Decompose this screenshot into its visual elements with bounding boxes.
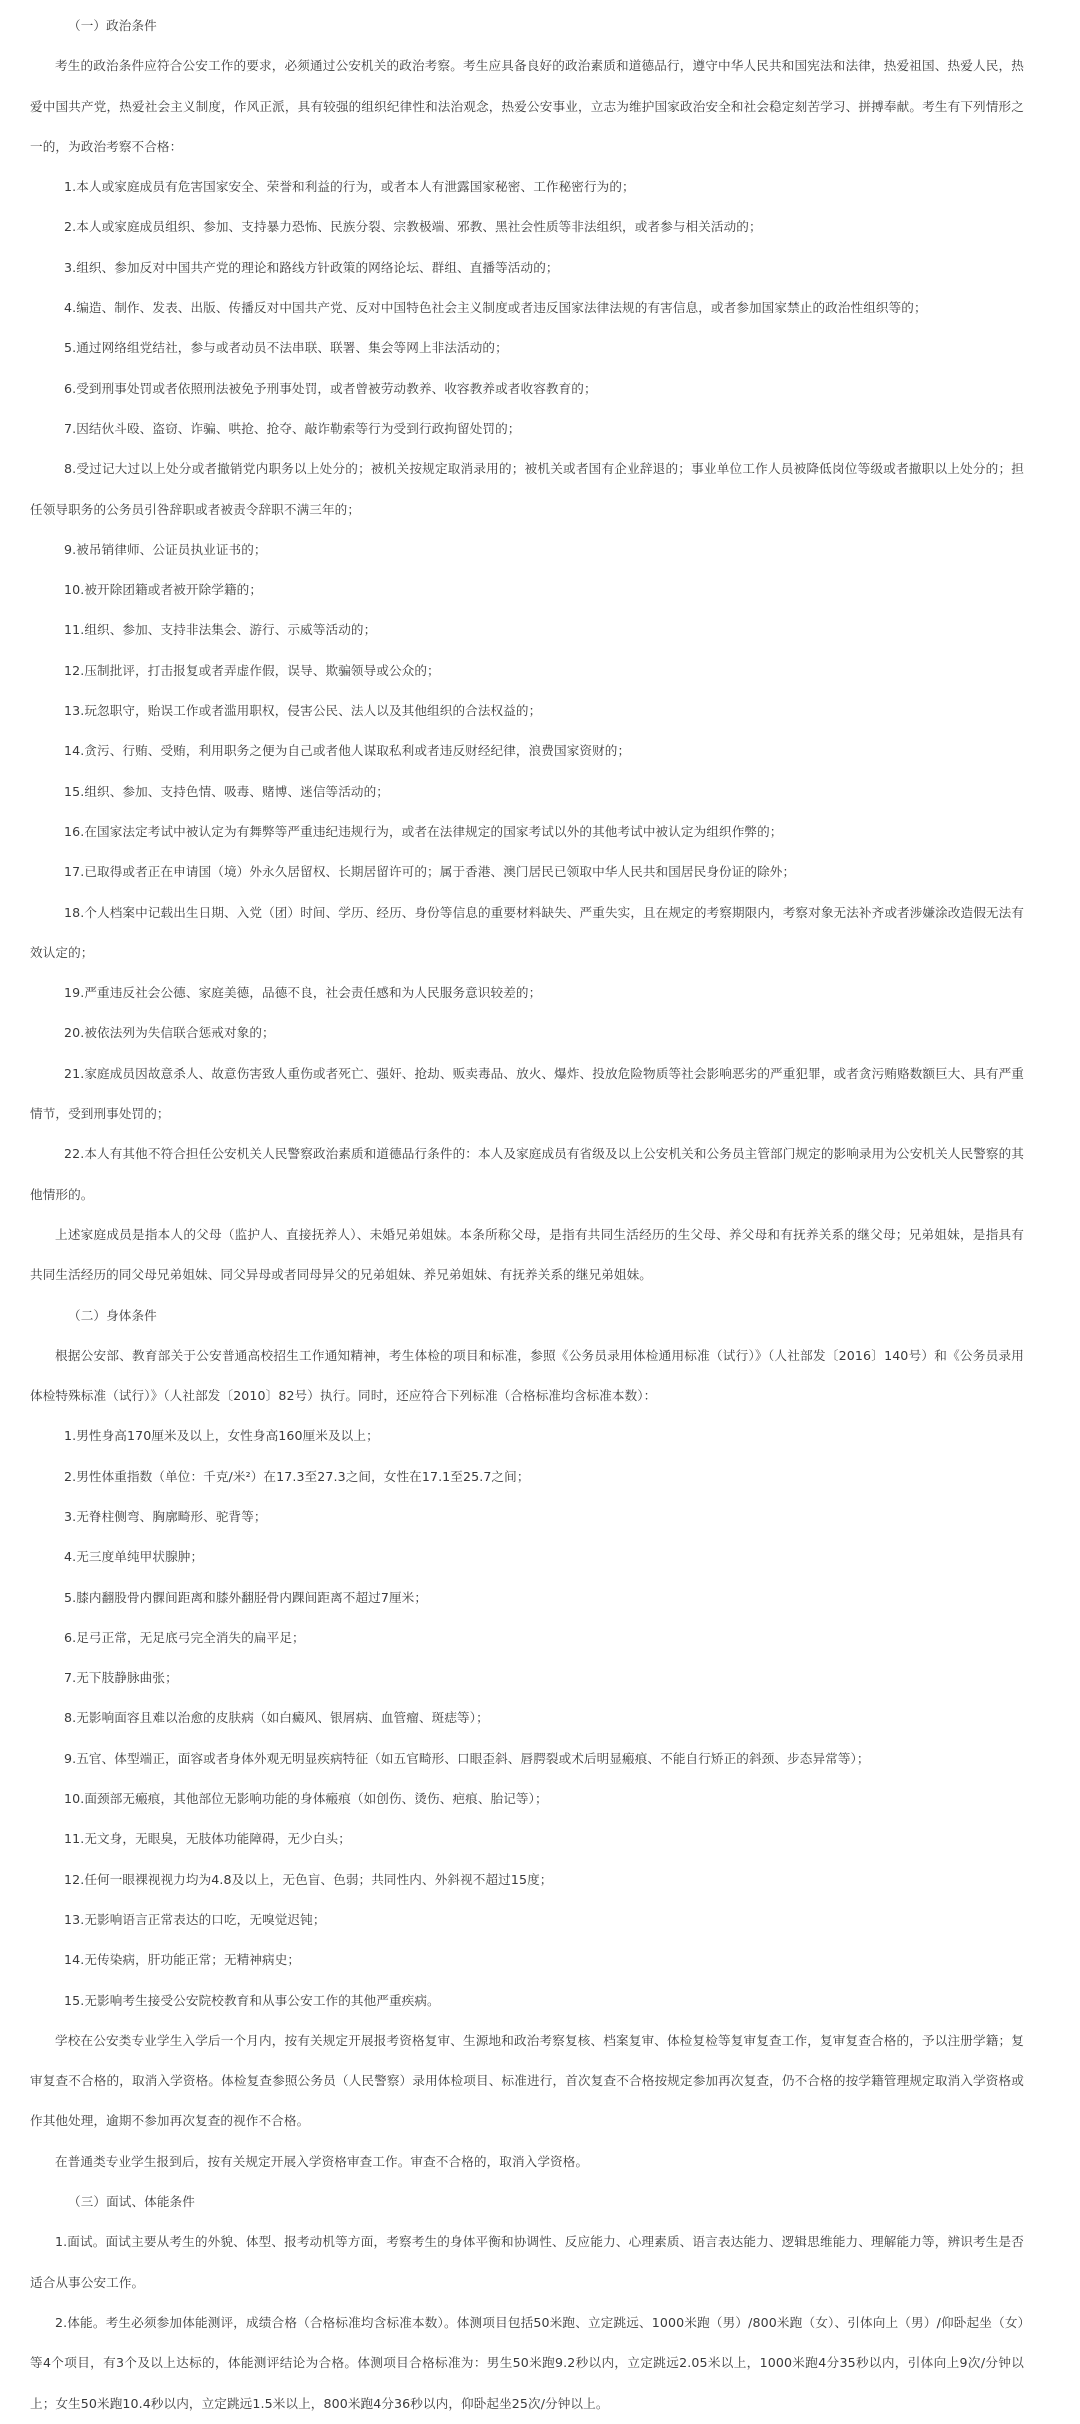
list-item: 13.无影响语言正常表达的口吃，无嗅觉迟钝； — [64, 1911, 326, 1927]
paragraph: 考生的政治条件应符合公安工作的要求，必须通过公安机关的政治考察。考生应具备良好的政治素质和道德品行，遵守中华人民共和国宪法和法律，热爱祖国、热爱人民，热爱中国共产党，热爱社会主义制度，作风正派，具有较强的组织纪律性和法治观念，热爱公安事业，立志为维护国家政治安全和社会稳定刻苦学习、拼搏奉献。考生有下列情形之一的，为政治考察不合格： — [30, 58, 1024, 154]
list-item: 20.被依法列为失信联合惩戒对象的； — [64, 1025, 275, 1041]
paragraph: 1.面试。面试主要从考生的外貌、体型、报考动机等方面，考察考生的身体平衡和协调性、反应能力、心理素质、语言表达能力、逻辑思维能力、理解能力等，辨识考生是否适合从事公安工作。 — [30, 2234, 1024, 2290]
list-item: 7.因结伙斗殴、盗窃、诈骗、哄抢、抢夺、敲诈勒索等行为受到行政拘留处罚的； — [64, 420, 521, 436]
paragraph: 学校在公安类专业学生入学后一个月内，按有关规定开展报考资格复审、生源地和政治考察复核、档案复审、体检复检等复审复查工作，复审复查合格的，予以注册学籍；复审复查不合格的，取消入学资格。体检复查参照公务员（人民警察）录用体检项目、标准进行，首次复查不合格按规定参加再次复查，仍不合格的按学籍管理规定取消入学资格或作其他处理，逾期不参加再次复查的视作不合格。 — [30, 2032, 1024, 2129]
list-item: 8.无影响面容且难以治愈的皮肤病（如白癜风、银屑病、血管瘤、斑痣等）； — [64, 1710, 489, 1726]
list-item: 6.足弓正常，无足底弓完全消失的扁平足； — [64, 1629, 305, 1645]
list-item: 5.通过网络组党结社，参与或者动员不法串联、联署、集会等网上非法活动的； — [64, 340, 508, 356]
list-item: 12.任何一眼裸视视力均为4.8及以上，无色盲、色弱；共同性内、外斜视不超过15度； — [64, 1871, 553, 1887]
list-item: 2.男性体重指数（单位：千克/米²）在17.3至27.3之间，女性在17.1至25.7之间； — [64, 1468, 530, 1484]
list-item: 13.玩忽职守，贻误工作或者滥用职权，侵害公民、法人以及其他组织的合法权益的； — [64, 703, 542, 719]
list-item: 11.无文身，无眼臭，无肢体功能障碍，无少白头； — [64, 1831, 351, 1847]
paragraph: 在普通类专业学生报到后，按有关规定开展入学资格审查工作。审查不合格的，取消入学资格。 — [55, 2153, 589, 2169]
list-item: 17.已取得或者正在申请国（境）外永久居留权、长期居留许可的；属于香港、澳门居民已领取中华人民共和国居民身份证的除外； — [64, 864, 796, 880]
list-item: 4.编造、制作、发表、出版、传播反对中国共产党、反对中国特色社会主义制度或者违反国家法律法规的有害信息，或者参加国家禁止的政治性组织等的； — [64, 300, 927, 316]
paragraph: 上述家庭成员是指本人的父母（监护人、直接抚养人）、未婚兄弟姐妹。本条所称父母，是指有共同生活经历的生父母、养父母和有抚养关系的继父母；兄弟姐妹，是指具有共同生活经历的同父母兄弟姐妹、同父异母或者同母异父的兄弟姐妹、养兄弟姐妹、有抚养关系的继兄弟姐妹。 — [30, 1226, 1024, 1283]
list-item: 14.贪污、行贿、受贿，利用职务之便为自己或者他人谋取私利或者违反财经纪律，浪费国家资财的； — [64, 743, 631, 759]
list-item: 3.组织、参加反对中国共产党的理论和路线方针政策的网络论坛、群组、直播等活动的； — [64, 259, 559, 275]
list-item: 19.严重违反社会公德、家庭美德，品德不良，社会责任感和为人民服务意识较差的； — [64, 985, 542, 1001]
list-item: 15.组织、参加、支持色情、吸毒、赌博、迷信等活动的； — [64, 783, 389, 799]
list-item: 10.被开除团籍或者被开除学籍的； — [64, 582, 263, 598]
list-item: 14.无传染病，肝功能正常；无精神病史； — [64, 1952, 301, 1968]
section-heading: （二）身体条件 — [68, 1307, 157, 1323]
list-item: 6.受到刑事处罚或者依照刑法被免予刑事处罚，或者曾被劳动教养、收容教养或者收容教育的； — [64, 380, 597, 396]
list-item: 12.压制批评，打击报复或者弄虚作假，误导、欺骗领导或公众的； — [64, 662, 440, 678]
list-item: 9.五官、体型端正，面容或者身体外观无明显疾病特征（如五官畸形、口眼歪斜、唇腭裂或术后明显瘢痕、不能自行矫正的斜颈、步态异常等）； — [64, 1750, 870, 1766]
section-heading: （三）面试、体能条件 — [68, 2194, 195, 2210]
list-item: 8.受过记大过以上处分或者撤销党内职务以上处分的；被机关按规定取消录用的；被机关或者国有企业辞退的；事业单位工作人员被降低岗位等级或者撤职以上处分的；担任领导职务的公务员引咎辞职或者被责令辞职不满三年的； — [30, 461, 1024, 517]
list-item: 18.个人档案中记载出生日期、入党（团）时间、学历、经历、身份等信息的重要材料缺失、严重失实，且在规定的考察期限内，考察对象无法补齐或者涉嫌涂改造假无法有效认定的； — [30, 904, 1024, 960]
list-item: 3.无脊柱侧弯、胸廓畸形、驼背等； — [64, 1508, 267, 1524]
list-item: 4.无三度单纯甲状腺肿； — [64, 1549, 204, 1565]
list-item: 2.本人或家庭成员组织、参加、支持暴力恐怖、民族分裂、宗教极端、邪教、黑社会性质等非法组织，或者参与相关活动的； — [64, 219, 762, 235]
list-item: 9.被吊销律师、公证员执业证书的； — [64, 541, 267, 557]
section-heading: （一）政治条件 — [68, 18, 157, 33]
list-item: 16.在国家法定考试中被认定为有舞弊等严重违纪违规行为，或者在法律规定的国家考试以外的其他考试中被认定为组织作弊的； — [64, 823, 783, 839]
list-item: 15.无影响考生接受公安院校教育和从事公安工作的其他严重疾病。 — [64, 1992, 440, 2008]
list-item: 1.本人或家庭成员有危害国家安全、荣誉和利益的行为，或者本人有泄露国家秘密、工作秘密行为的； — [64, 179, 635, 195]
list-item: 7.无下肢静脉曲张； — [64, 1670, 178, 1686]
list-item: 11.组织、参加、支持非法集会、游行、示威等活动的； — [64, 622, 377, 638]
list-item: 1.男性身高170厘米及以上，女性身高160厘米及以上； — [64, 1428, 379, 1444]
list-item: 22.本人有其他不符合担任公安机关人民警察政治素质和道德品行条件的：本人及家庭成员有省级及以上公安机关和公务员主管部门规定的影响录用为公安机关人民警察的其他情形的。 — [30, 1146, 1024, 1202]
list-item: 21.家庭成员因故意杀人、故意伤害致人重伤或者死亡、强奸、抢劫、贩卖毒品、放火、爆炸、投放危险物质等社会影响恶劣的严重犯罪，或者贪污贿赂数额巨大、具有严重情节，受到刑事处罚的； — [30, 1065, 1024, 1122]
paragraph: 2.体能。考生必须参加体能测评，成绩合格（合格标准均含标准本数）。体测项目包括50米跑、立定跳远、1000米跑（男）/800米跑（女）、引体向上（男）/仰卧起坐（女）等4个项目，有3个及以上达标的，体能测评结论为合格。体测项目合格标准为：男生50米跑9.2秒以内，立定跳远2.05米以上，1000米跑4分35秒以内，引体向上9次/分钟以上；女生50米跑10.4秒以内，立定跳远1.5米以上，800米跑4分36秒以内，仰卧起坐25次/分钟以上。 — [30, 2314, 1024, 2411]
paragraph: 根据公安部、教育部关于公安普通高校招生工作通知精神，考生体检的项目和标准，参照《公务员录用体检通用标准（试行）》（人社部发〔2016〕140号）和《公务员录用体检特殊标准（试行）》（人社部发〔2010〕82号）执行。同时，还应符合下列标准（合格标准均含标准本数）： — [30, 1347, 1024, 1404]
list-item: 10.面颈部无瘢痕，其他部位无影响功能的身体瘢痕（如创伤、烫伤、疤痕、胎记等）； — [64, 1791, 548, 1807]
list-item: 5.膝内翻股骨内髁间距离和膝外翻胫骨内踝间距离不超过7厘米； — [64, 1589, 428, 1605]
